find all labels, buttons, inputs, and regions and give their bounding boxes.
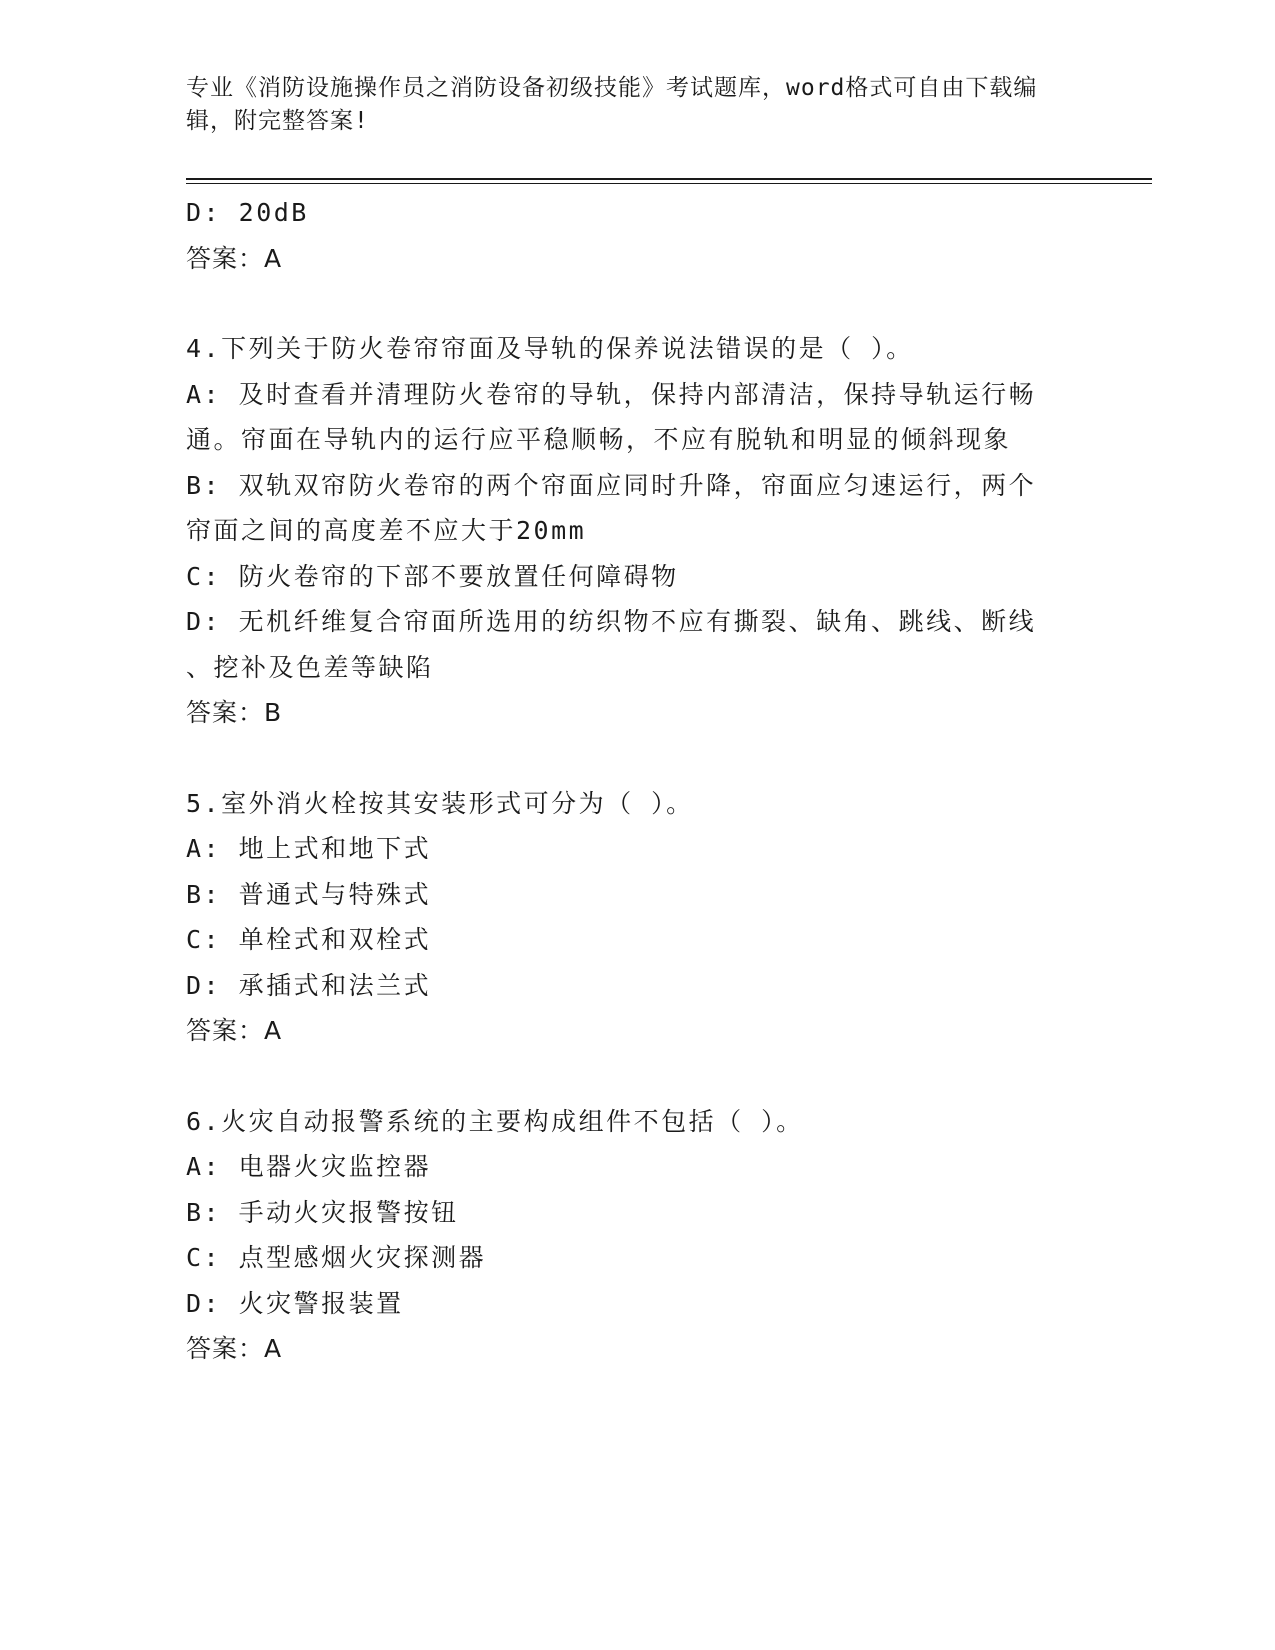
- spacer: [186, 1054, 1086, 1099]
- answer-line: 答案：A: [186, 1334, 283, 1363]
- option-c: C: 防火卷帘的下部不要放置任何障碍物: [186, 561, 679, 591]
- option-d: D: 火灾警报装置: [186, 1288, 404, 1318]
- option-a-continued: 通。帘面在导轨内的运行应平稳顺畅，不应有脱轨和明显的倾斜现象: [186, 425, 1012, 454]
- option-a: A: 及时查看并清理防火卷帘的导轨，保持内部清洁，保持导轨运行畅: [186, 379, 1037, 409]
- option-d: D: 无机纤维复合帘面所选用的纺织物不应有撕裂、缺角、跳线、断线: [186, 607, 1037, 636]
- option-b: B: 普通式与特殊式: [186, 879, 432, 909]
- question-stem: 5.室外消火栓按其安装形式可分为（ ）。: [186, 788, 694, 818]
- option-c: C: 点型感烟火灾探测器: [186, 1243, 487, 1272]
- option-a: A: 电器火灾监控器: [186, 1152, 432, 1181]
- option-c: C: 单栓式和双栓式: [186, 925, 432, 954]
- question-6: [186, 1099, 1086, 1372]
- question-4: [186, 326, 1086, 736]
- question-stem: 4.下列关于防火卷帘帘面及导轨的保养说法错误的是（ ）。: [186, 334, 914, 363]
- option-d: D: 承插式和法兰式: [186, 970, 432, 1000]
- previous-question-tail: [186, 190, 1086, 281]
- answer-line: 答案：A: [186, 1016, 283, 1045]
- option-b-continued: 帘面之间的高度差不应大于20mm: [186, 516, 587, 545]
- header-divider-thick: [186, 178, 1152, 180]
- option-a: A: 地上式和地下式: [186, 834, 432, 863]
- option-d: D: 20dB: [186, 198, 309, 227]
- header-divider-thin: [186, 183, 1152, 184]
- header-line-1: 专业《消防设施操作员之消防设备初级技能》考试题库，word格式可自由下载编: [186, 75, 1038, 101]
- page-header: [186, 72, 1066, 138]
- option-d-continued: 、挖补及色差等缺陷: [186, 652, 434, 682]
- option-b: B: 双轨双帘防火卷帘的两个帘面应同时升降，帘面应匀速运行，两个: [186, 470, 1037, 500]
- header-line-2: 辑，附完整答案!: [186, 108, 369, 134]
- question-5: [186, 781, 1086, 1054]
- option-b: B: 手动火灾报警按钮: [186, 1197, 459, 1227]
- spacer: [186, 281, 1086, 326]
- question-content: [186, 190, 1086, 1372]
- answer-line: 答案：A: [186, 243, 283, 273]
- spacer: [186, 736, 1086, 781]
- answer-line: 答案：B: [186, 698, 283, 727]
- question-stem: 6.火灾自动报警系统的主要构成组件不包括（ ）。: [186, 1106, 804, 1136]
